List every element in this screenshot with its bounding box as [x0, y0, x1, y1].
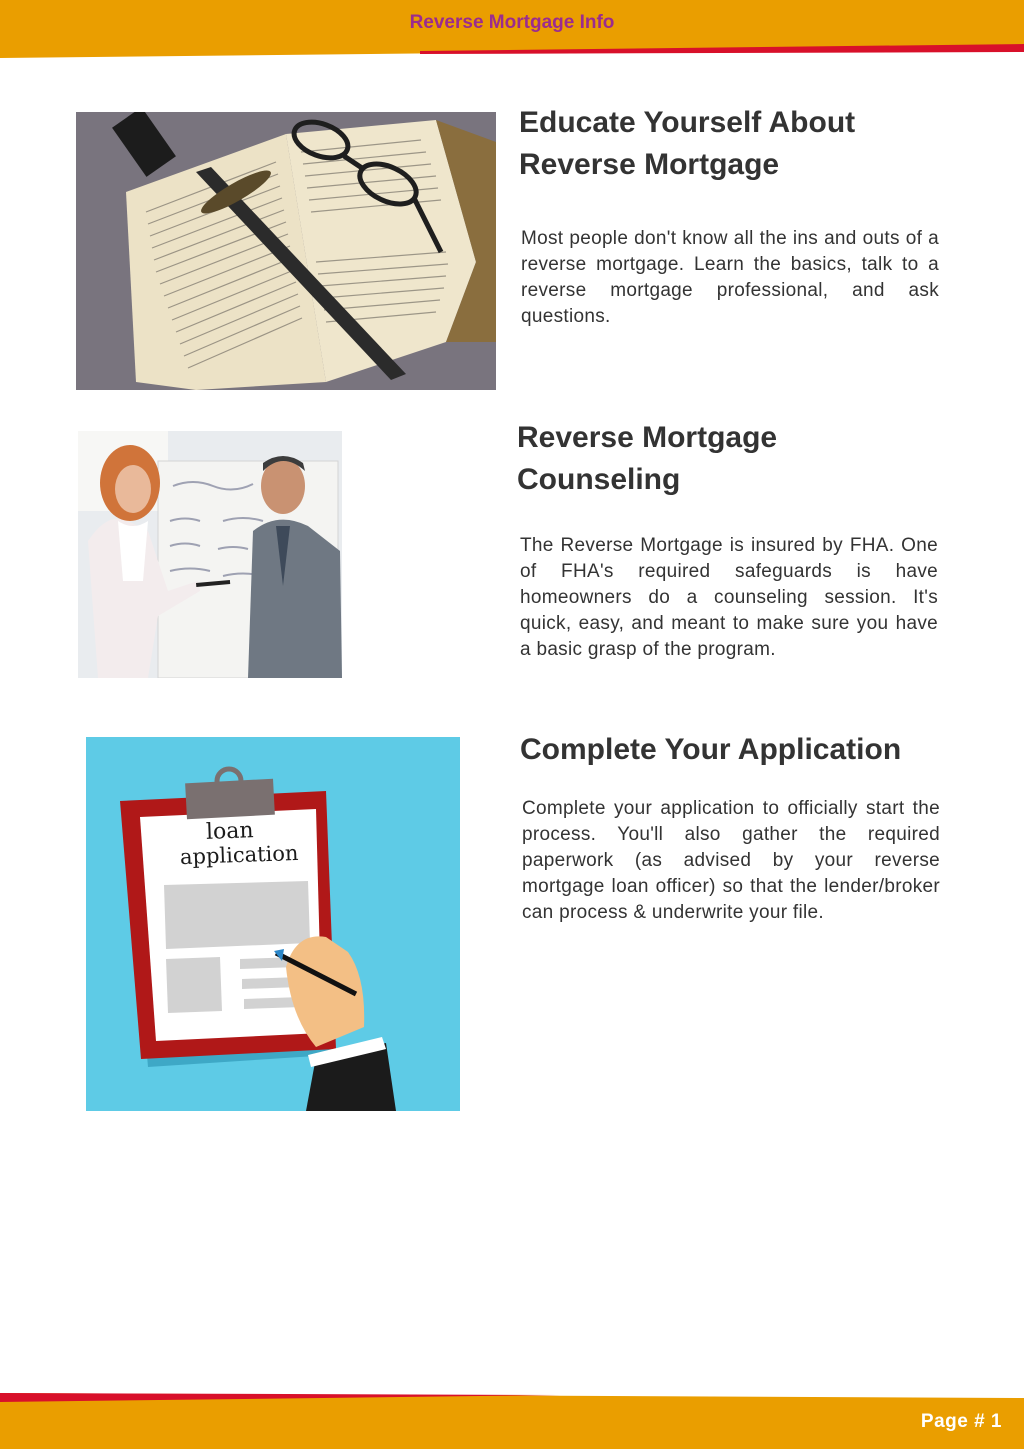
counseling-photo	[78, 431, 342, 678]
section-heading-educate: Educate Yourself About Reverse Mortgage	[519, 106, 856, 181]
loan-application-illustration	[86, 737, 460, 1111]
book-dagger-photo	[76, 112, 496, 390]
header-title: Reverse Mortgage Info	[409, 12, 615, 33]
section-body-educate: Most people don't know all the ins and outs of a reverse mortgage. Learn the basics, talk to a reverse mortgage professional, and ask questions.	[521, 228, 939, 327]
section-heading-counseling: Reverse Mortgage Counseling	[517, 421, 778, 496]
page-number: Page # 1	[920, 1411, 1002, 1432]
page-footer	[0, 1390, 1024, 1449]
page-header	[0, 0, 1024, 60]
illustration-text-application: application	[179, 840, 299, 870]
section-body-application: Complete your application to officially start the process. You'll also gather the required paperwork (as advised by your reverse mortgage loan officer) so that the lender/broker can process & underwrite your file.	[522, 798, 940, 923]
footer-band-graphic	[0, 1390, 1024, 1449]
section-body-counseling: The Reverse Mortgage is insured by FHA. One of FHA's required safeguards is have homeowners do a counseling session. It's quick, easy, and meant to make sure you have a basic grasp of the program.	[520, 535, 938, 660]
section-heading-application: Complete Your Application	[520, 733, 902, 766]
illustration-text-loan: loan	[205, 818, 254, 845]
